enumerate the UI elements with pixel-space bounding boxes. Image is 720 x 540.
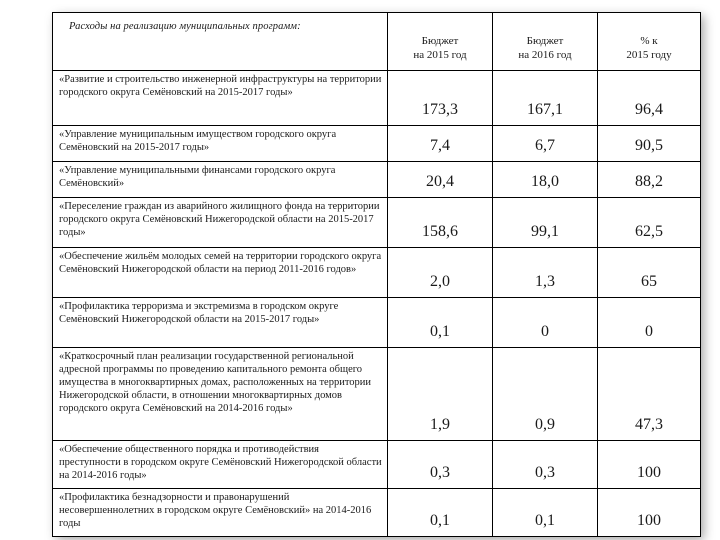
program-name-cell: «Обеспечение общественного порядка и противодействия преступности в городском округе Семёновский Нижегородской области на 2014-2016 годы» [53, 441, 388, 489]
budget-2015-cell: 0,1 [388, 489, 493, 537]
percent-cell: 88,2 [598, 162, 701, 198]
table-row [53, 298, 701, 348]
header-percent-line2: 2015 году [626, 48, 672, 61]
header-percent-line1: % к [640, 34, 658, 47]
budget-2015-cell: 0,3 [388, 441, 493, 489]
budget-2016-cell: 99,1 [493, 198, 598, 248]
table-row [53, 126, 701, 162]
program-name-cell: «Профилактика безнадзорности и правонарушений несовершеннолетних в городском округе Семёновский» на 2014-2016 годы [53, 489, 388, 537]
percent-cell: 0 [598, 298, 701, 348]
budget-2016-cell: 0,3 [493, 441, 598, 489]
table-row [53, 71, 701, 126]
program-name-cell: «Краткосрочный план реализации государственной региональной адресной программы по проведению капитального ремонта общего имущества в многоквартирных домах, расположенных на территории Нижегородской области, в отношении многоквартирных домов городского округа Семёновский на 2014-2016 годы» [53, 348, 388, 441]
percent-cell: 100 [598, 441, 701, 489]
program-name-cell: «Обеспечение жильём молодых семей на территории городского округа Семёновский Нижегородской области на период 2011-2016 годов» [53, 248, 388, 298]
header-program-name: Расходы на реализацию муниципальных программ: [53, 13, 388, 71]
percent-cell: 100 [598, 489, 701, 537]
table-row [53, 198, 701, 248]
budget-2015-cell: 158,6 [388, 198, 493, 248]
header-budget-2015 [388, 13, 493, 71]
budget-2015-cell: 0,1 [388, 298, 493, 348]
budget-2016-cell: 0,9 [493, 348, 598, 441]
budget-2015-cell: 173,3 [388, 71, 493, 126]
header-row [53, 13, 701, 71]
budget-2016-cell: 6,7 [493, 126, 598, 162]
budget-2016-cell: 1,3 [493, 248, 598, 298]
percent-cell: 62,5 [598, 198, 701, 248]
header-budget-2016-line2: на 2016 год [518, 48, 572, 61]
program-name-cell: «Переселение граждан из аварийного жилищного фонда на территории городского округа Семёновский Нижегородской области на 2015-2017 годы» [53, 198, 388, 248]
percent-cell: 47,3 [598, 348, 701, 441]
budget-2016-cell: 18,0 [493, 162, 598, 198]
budget-2016-cell: 167,1 [493, 71, 598, 126]
percent-cell: 96,4 [598, 71, 701, 126]
program-name-cell: «Управление муниципальным имуществом городского округа Семёновский на 2015-2017 годы» [53, 126, 388, 162]
percent-cell: 90,5 [598, 126, 701, 162]
header-budget-2015-line2: на 2015 год [413, 48, 467, 61]
program-name-cell: «Профилактика терроризма и экстремизма в городском округе Семёновский Нижегородской области на 2015-2017 годы» [53, 298, 388, 348]
header-budget-2015-line1: Бюджет [421, 34, 459, 47]
header-budget-2016-line1: Бюджет [526, 34, 564, 47]
table-row [53, 441, 701, 489]
table-row [53, 248, 701, 298]
program-name-cell: «Развитие и строительство инженерной инфраструктуры на территории городского округа Семёновский на 2015-2017 годы» [53, 71, 388, 126]
budget-2015-cell: 7,4 [388, 126, 493, 162]
program-name-cell: «Управление муниципальными финансами городского округа Семёновский» [53, 162, 388, 198]
budget-2016-cell: 0,1 [493, 489, 598, 537]
table-row [53, 162, 701, 198]
table-row [53, 348, 701, 441]
table-row [53, 489, 701, 537]
budget-2015-cell: 2,0 [388, 248, 493, 298]
percent-cell: 65 [598, 248, 701, 298]
header-budget-2016 [493, 13, 598, 71]
budget-2015-cell: 1,9 [388, 348, 493, 441]
header-percent [598, 13, 701, 71]
program-expenses-table [52, 12, 701, 537]
budget-2016-cell: 0 [493, 298, 598, 348]
budget-2015-cell: 20,4 [388, 162, 493, 198]
